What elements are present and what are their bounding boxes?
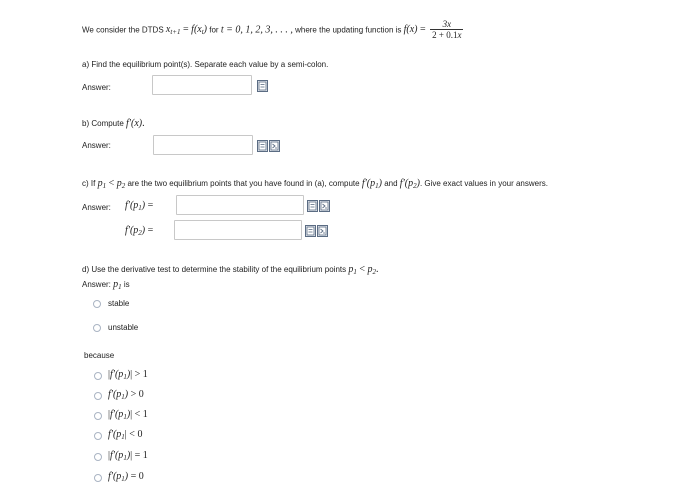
intro-pre: We consider the DTDS [82,25,164,35]
part-c-fp1-input[interactable] [176,195,304,215]
part-d-answer-row [82,279,130,290]
part-c-prompt-row [82,178,548,189]
part-c-fp2-label: $f'(p_2)$ = [125,225,154,237]
option-unstable: unstable [108,323,139,332]
radio-reason-2[interactable] [94,392,102,400]
radio-stable[interactable] [93,300,101,308]
part-c-fp2: $f'(p_2)$ [399,178,420,190]
part-b-answer-input[interactable] [153,135,253,155]
part-c-fp1-label: $f'(p_1)$ = [125,200,154,212]
part-c-prompt-mid: are the two equilibrium points that you have found in (a), compute [127,179,360,188]
part-b-answer-label: Answer: [82,141,111,150]
part-a-prompt: a) Find the equilibrium point(s). Separate each value by a semi-colon. [82,60,329,69]
part-c-p1-lt-p2: $p_1 < p_2$ [97,178,126,190]
preview-icon[interactable] [307,200,318,212]
equation-editor-icon[interactable] [317,225,328,237]
part-c-fp1: $f'(p_1)$ [361,178,382,190]
updating-function: f(x) = $\frac{3x}{2 + 0.1x}$ [403,19,462,40]
part-c-prompt-post: . Give exact values in your answers. [419,179,548,188]
intro-t-range: t = 0, 1, 2, 3, . . . , [220,24,293,36]
part-c-answer-label: Answer: [82,203,111,212]
part-a-answer-input[interactable] [152,75,252,95]
radio-reason-6[interactable] [94,474,102,482]
part-d-p1-lt-p2: $p_1 < p_2$. [348,264,379,276]
part-d-answer-label: Answer: [82,280,111,289]
reason-lt-0: $f'(p_1| < 0$ [108,429,143,441]
part-c-fp2-input[interactable] [174,220,302,240]
part-b-prompt: b) Compute [82,119,124,128]
preview-icon[interactable] [257,80,268,92]
equation-editor-icon[interactable] [319,200,330,212]
intro-post: where the updating function is [295,25,402,35]
because-label: because [84,351,115,360]
part-d-prompt-row [82,264,379,275]
part-c-prompt-pre: c) If [82,179,96,188]
reason-abs-lt-1: $|f'(p_1)| < 1$ [108,409,148,421]
reason-eq-0: $f'(p_1) = 0$ [108,471,144,483]
reason-gt-0: $f'(p_1) > 0$ [108,389,144,401]
intro-mid: for [209,25,219,35]
preview-icon[interactable] [305,225,316,237]
radio-reason-1[interactable] [94,372,102,380]
part-b-prompt-row [82,118,145,129]
part-d-is-label: is [123,280,130,289]
radio-reason-3[interactable] [94,412,102,420]
intro-text [82,20,465,40]
reason-abs-gt-1: $|f'(p_1)| > 1$ [108,369,148,381]
option-stable: stable [108,299,130,308]
part-c-prompt-and: and [384,179,398,188]
part-d-p1: $p_1$ [113,279,122,291]
part-b-derivative: f′(x). [126,118,145,129]
radio-reason-5[interactable] [94,453,102,461]
radio-reason-4[interactable] [94,432,102,440]
equation-editor-icon[interactable] [269,140,280,152]
preview-icon[interactable] [257,140,268,152]
reason-abs-eq-1: $|f'(p_1)| = 1$ [108,450,148,462]
part-a-answer-label: Answer: [82,83,111,92]
part-d-prompt-pre: d) Use the derivative test to determine the stability of the equilibrium points [82,265,347,274]
intro-dtds-eq: $x_{t+1} = f(x_t)$ [165,24,208,37]
radio-unstable[interactable] [93,324,101,332]
